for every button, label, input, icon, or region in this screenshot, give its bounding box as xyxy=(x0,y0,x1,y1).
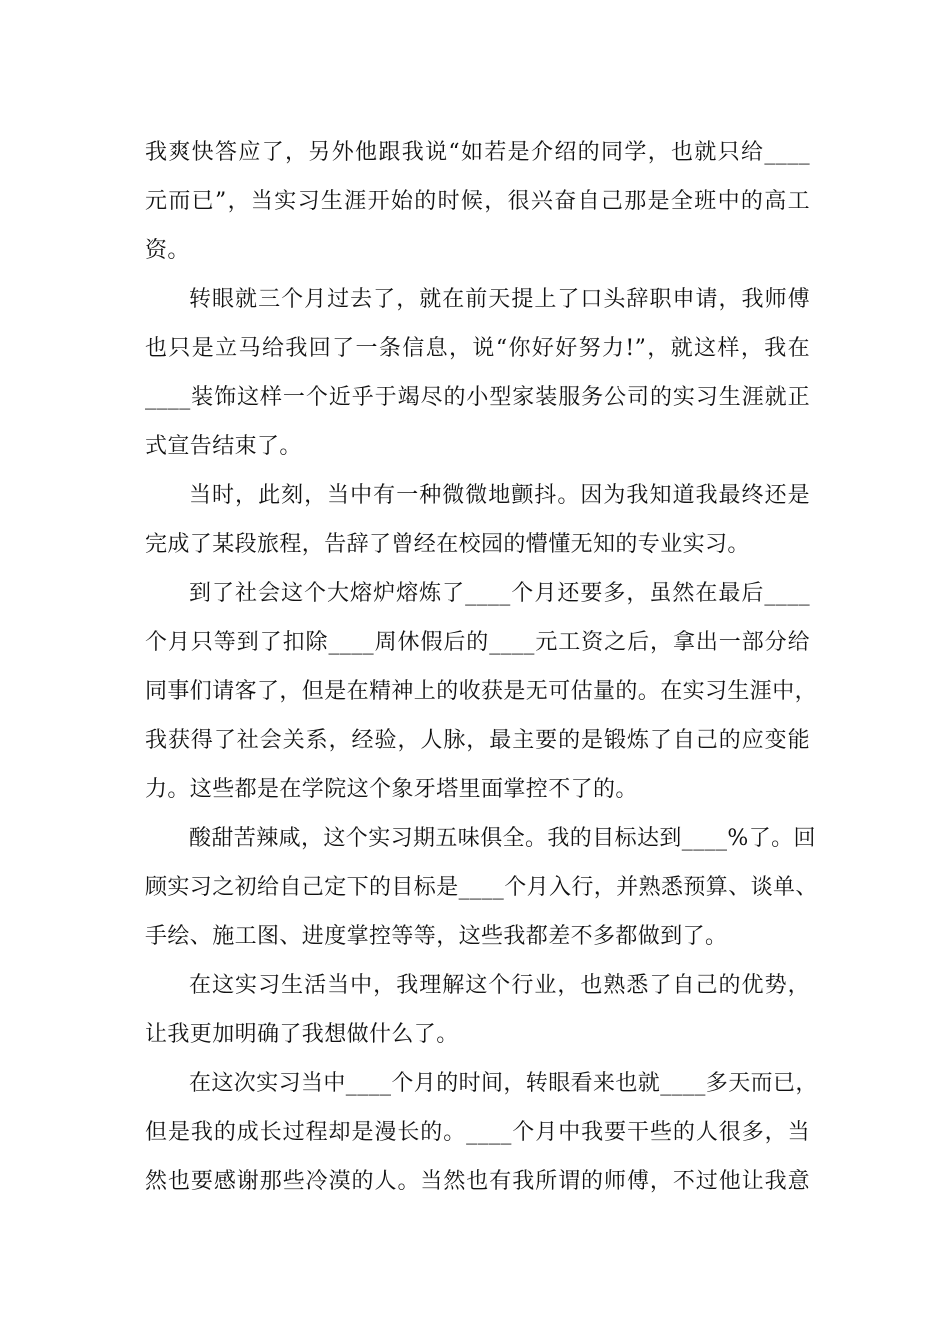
text-line: 顾实习之初给自己定下的目标是____个月入行，并熟悉预算、谈单、 xyxy=(145,875,818,900)
text-line: 但是我的成长过程却是漫长的。____个月中我要干些的人很多，当 xyxy=(145,1120,810,1145)
text-line: 让我更加明确了我想做什么了。 xyxy=(145,1022,459,1047)
text-line: 手绘、施工图、进度掌控等等，这些我都差不多都做到了。 xyxy=(145,924,728,949)
text-line: 然也要感谢那些冷漠的人。当然也有我所谓的师傅，不过他让我意 xyxy=(145,1169,810,1194)
body-text xyxy=(145,128,818,1206)
text-line: 式宣告结束了。 xyxy=(145,434,302,459)
text-line: 完成了某段旅程，告辞了曾经在校园的懵懂无知的专业实习。 xyxy=(145,532,750,557)
text-line: 也只是立马给我回了一条信息，说“你好好努力!”，就这样，我在 xyxy=(145,336,810,361)
text-line: 元而已”，当实习生涯开始的时候，很兴奋自己那是全班中的高工 xyxy=(145,189,810,214)
text-line: 资。 xyxy=(145,238,190,263)
text-line: 当时，此刻，当中有一种微微地颤抖。因为我知道我最终还是 xyxy=(189,483,810,508)
text-line: ____装饰这样一个近乎于竭尽的小型家装服务公司的实习生涯就正 xyxy=(145,385,810,410)
text-line: 在这次实习当中____个月的时间，转眼看来也就____多天而已， xyxy=(189,1071,818,1096)
text-line: 力。这些都是在学院这个象牙塔里面掌控不了的。 xyxy=(145,777,638,802)
text-line: 在这实习生活当中，我理解这个行业，也熟悉了自己的优势， xyxy=(189,973,810,998)
text-line: 我爽快答应了，另外他跟我说“如若是介绍的同学，也就只给____ xyxy=(145,140,810,165)
text-line: 同事们请客了，但是在精神上的收获是无可估量的。在实习生涯中， xyxy=(145,679,818,704)
text-line: 个月只等到了扣除____周休假后的____元工资之后，拿出一部分给 xyxy=(145,630,810,655)
text-line: 到了社会这个大熔炉熔炼了____个月还要多，虽然在最后____ xyxy=(189,581,810,606)
text-line: 我获得了社会关系，经验，人脉，最主要的是锻炼了自己的应变能 xyxy=(145,728,810,753)
text-line: 酸甜苦辣咸，这个实习期五味俱全。我的目标达到____%了。回 xyxy=(189,826,816,851)
text-line: 转眼就三个月过去了，就在前天提上了口头辞职申请，我师傅 xyxy=(189,287,810,312)
